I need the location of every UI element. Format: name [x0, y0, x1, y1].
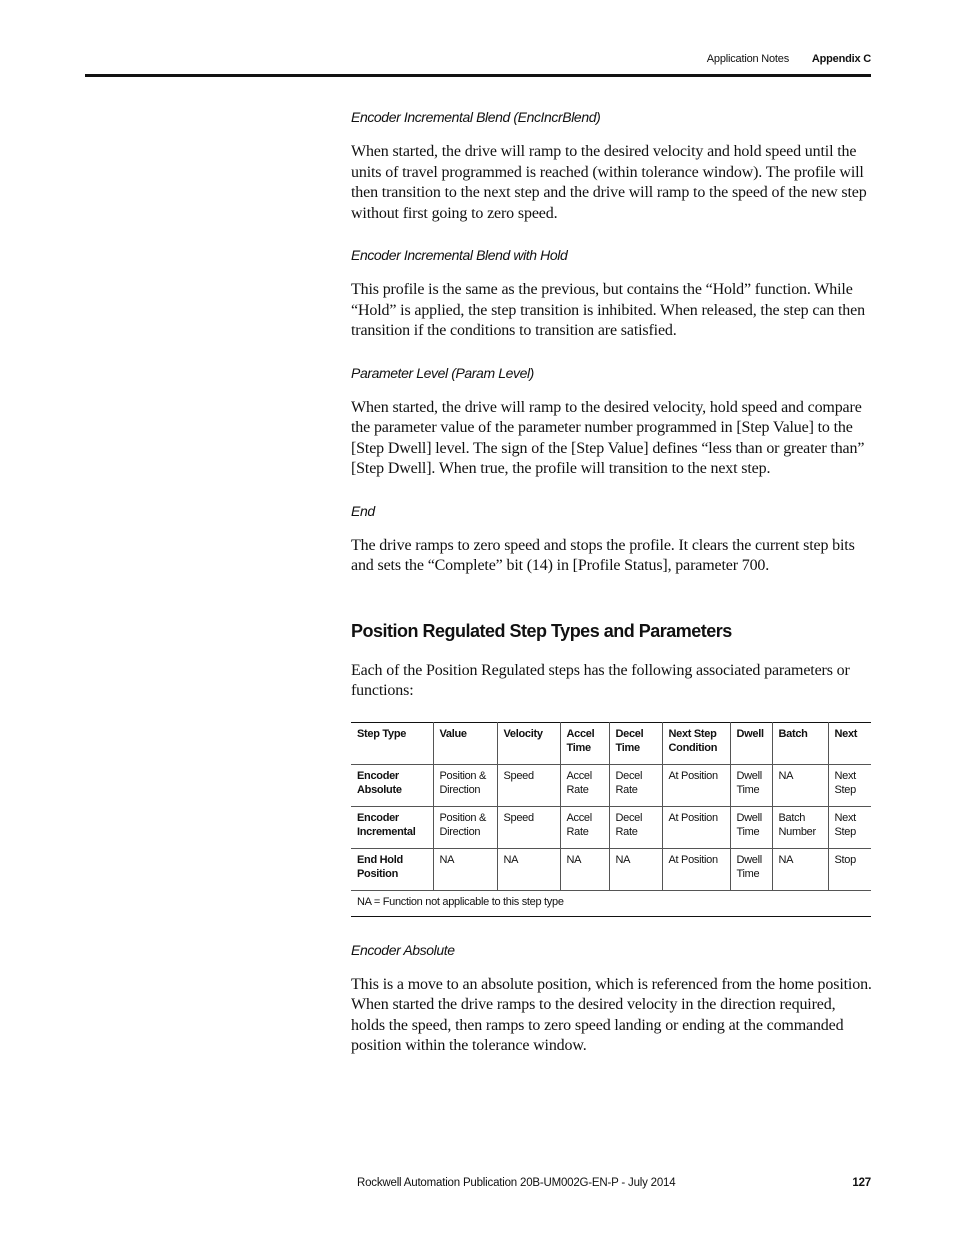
table-note-row	[351, 890, 871, 916]
table-cell	[609, 806, 662, 848]
page-header	[707, 53, 871, 65]
content-column	[351, 106, 872, 1077]
row-header-cell	[351, 848, 433, 890]
cell-line: Stop	[834, 853, 856, 866]
table-cell	[433, 764, 497, 806]
para-param-level: When started, the drive will ramp to the desired velocity, hold speed and compare the parameter value of the parameter number programmed in [Step Value] to the [Step Dwell] level. The sign of the [Step Value] defines “less than or greater than” [Step Dwell]. When true, the profile will transition to the next step.	[351, 398, 865, 477]
cell-line: Speed	[503, 769, 534, 782]
table-cell	[662, 848, 730, 890]
table-cell	[662, 806, 730, 848]
cell-line: NA	[439, 853, 455, 866]
column-header	[730, 722, 772, 764]
header-rule	[85, 74, 871, 77]
subhead-encoder-absolute: Encoder Absolute	[351, 941, 455, 958]
cell-line: At Position	[668, 769, 718, 782]
table-row	[351, 764, 871, 806]
table-cell	[433, 806, 497, 848]
cell-line: Step Type	[357, 727, 407, 740]
cell-line: Dwell	[736, 853, 762, 866]
table-note: NA = Function not applicable to this step type	[351, 890, 871, 916]
cell-line: Next Step	[668, 727, 717, 740]
para-enc-incr-blend-hold: This profile is the same as the previous, but contains the “Hold” function. While “Hold” is applied, the step transition is inhibited. When released, the step can then transition if the conditions to transition are satisfied.	[351, 281, 865, 339]
cell-line: Step	[834, 783, 856, 796]
cell-line: Time	[615, 741, 640, 754]
table-cell	[772, 848, 828, 890]
table-cell	[497, 806, 560, 848]
table-row	[351, 848, 871, 890]
page-number: 127	[852, 1177, 871, 1189]
table-cell	[560, 806, 609, 848]
cell-line: Position &	[439, 769, 487, 782]
column-header	[560, 722, 609, 764]
cell-line: Time	[736, 783, 760, 796]
cell-line: Dwell	[736, 727, 764, 740]
cell-line: Batch	[778, 811, 806, 824]
table-cell	[560, 764, 609, 806]
cell-line: Accel	[566, 769, 592, 782]
cell-line: NA	[778, 769, 794, 782]
cell-line: Rate	[566, 783, 589, 796]
table-cell	[497, 848, 560, 890]
column-header	[497, 722, 560, 764]
cell-line: Accel	[566, 811, 592, 824]
cell-line: Next	[834, 769, 856, 782]
table-cell	[609, 848, 662, 890]
table-header-row	[351, 722, 871, 764]
cell-line: Direction	[439, 783, 481, 796]
cell-line: Speed	[503, 811, 534, 824]
cell-line: Next	[834, 811, 856, 824]
table-cell	[433, 848, 497, 890]
para-encoder-absolute: This is a move to an absolute position, which is referenced from the home position. When started the drive ramps to the desired velocity in the direction required, holds the speed, then ramps to zero speed landing or ending at the commanded position within the tolerance window.	[351, 975, 872, 1054]
cell-line: Encoder	[357, 811, 399, 824]
cell-line: Position &	[439, 811, 487, 824]
subhead-param-level: Parameter Level (Param Level)	[351, 364, 534, 381]
table-body	[351, 764, 871, 890]
intro-paragraph: Each of the Position Regulated steps has the following associated parameters or functions:	[351, 661, 850, 699]
cell-line: Absolute	[357, 783, 402, 796]
row-header-cell	[351, 806, 433, 848]
cell-line: At Position	[668, 811, 718, 824]
cell-line: End Hold	[357, 853, 403, 866]
cell-line: Rate	[566, 825, 589, 838]
cell-line: Number	[778, 825, 816, 838]
column-header	[772, 722, 828, 764]
subhead-enc-incr-blend: Encoder Incremental Blend (EncIncrBlend)	[351, 109, 601, 125]
table-cell	[497, 764, 560, 806]
table-cell	[730, 764, 772, 806]
cell-line: Velocity	[503, 727, 543, 740]
table-cell	[609, 764, 662, 806]
cell-line: Time	[736, 825, 760, 838]
cell-line: Value	[439, 727, 467, 740]
step-types-table	[351, 722, 871, 917]
cell-line: Decel	[615, 811, 643, 824]
table-cell	[560, 848, 609, 890]
cell-line: Time	[736, 867, 760, 880]
cell-line: Encoder	[357, 769, 399, 782]
cell-line: NA	[615, 853, 631, 866]
table-cell	[828, 764, 871, 806]
cell-line: Condition	[668, 741, 718, 754]
table-cell	[730, 848, 772, 890]
column-header	[351, 722, 433, 764]
cell-line: Dwell	[736, 769, 762, 782]
cell-line: Dwell	[736, 811, 762, 824]
section-heading: Position Regulated Step Types and Parameters	[351, 620, 732, 641]
para-end: The drive ramps to zero speed and stops the profile. It clears the current step bits and sets the “Complete” bit (14) in [Profile Status], parameter 700.	[351, 536, 855, 574]
para-enc-incr-blend: When started, the drive will ramp to the desired velocity and hold speed until the units of travel programmed is reached (within tolerance window). The profile will then transition to the next step and the drive will ramp to the speed of the new step without first going to zero speed.	[351, 143, 867, 222]
cell-line: NA	[566, 853, 582, 866]
table-row	[351, 806, 871, 848]
table-cell	[772, 764, 828, 806]
cell-line: Decel	[615, 727, 644, 740]
cell-line: NA	[778, 853, 794, 866]
cell-line: Rate	[615, 783, 638, 796]
footer-publication: Rockwell Automation Publication 20B-UM002G-EN-P - July 2014	[357, 1177, 676, 1189]
cell-line: Incremental	[357, 825, 416, 838]
cell-line: Time	[566, 741, 591, 754]
column-header	[662, 722, 730, 764]
header-section: Application Notes	[706, 53, 790, 65]
cell-line: Position	[357, 867, 398, 880]
cell-line: Decel	[615, 769, 643, 782]
cell-line: Accel	[566, 727, 595, 740]
column-header	[609, 722, 662, 764]
cell-line: Direction	[439, 825, 481, 838]
cell-line: At Position	[668, 853, 718, 866]
table-cell	[662, 764, 730, 806]
cell-line: Step	[834, 825, 856, 838]
table-cell	[828, 806, 871, 848]
table-cell	[828, 848, 871, 890]
row-header-cell	[351, 764, 433, 806]
cell-line: Next	[834, 727, 858, 740]
column-header	[433, 722, 497, 764]
column-header	[828, 722, 871, 764]
cell-line: Batch	[778, 727, 808, 740]
cell-line: NA	[503, 853, 519, 866]
cell-line: Rate	[615, 825, 638, 838]
subhead-end: End	[351, 502, 375, 519]
header-appendix: Appendix C	[811, 53, 871, 65]
subhead-enc-incr-blend-hold: Encoder Incremental Blend with Hold	[351, 247, 568, 263]
table-cell	[730, 806, 772, 848]
table-cell	[772, 806, 828, 848]
